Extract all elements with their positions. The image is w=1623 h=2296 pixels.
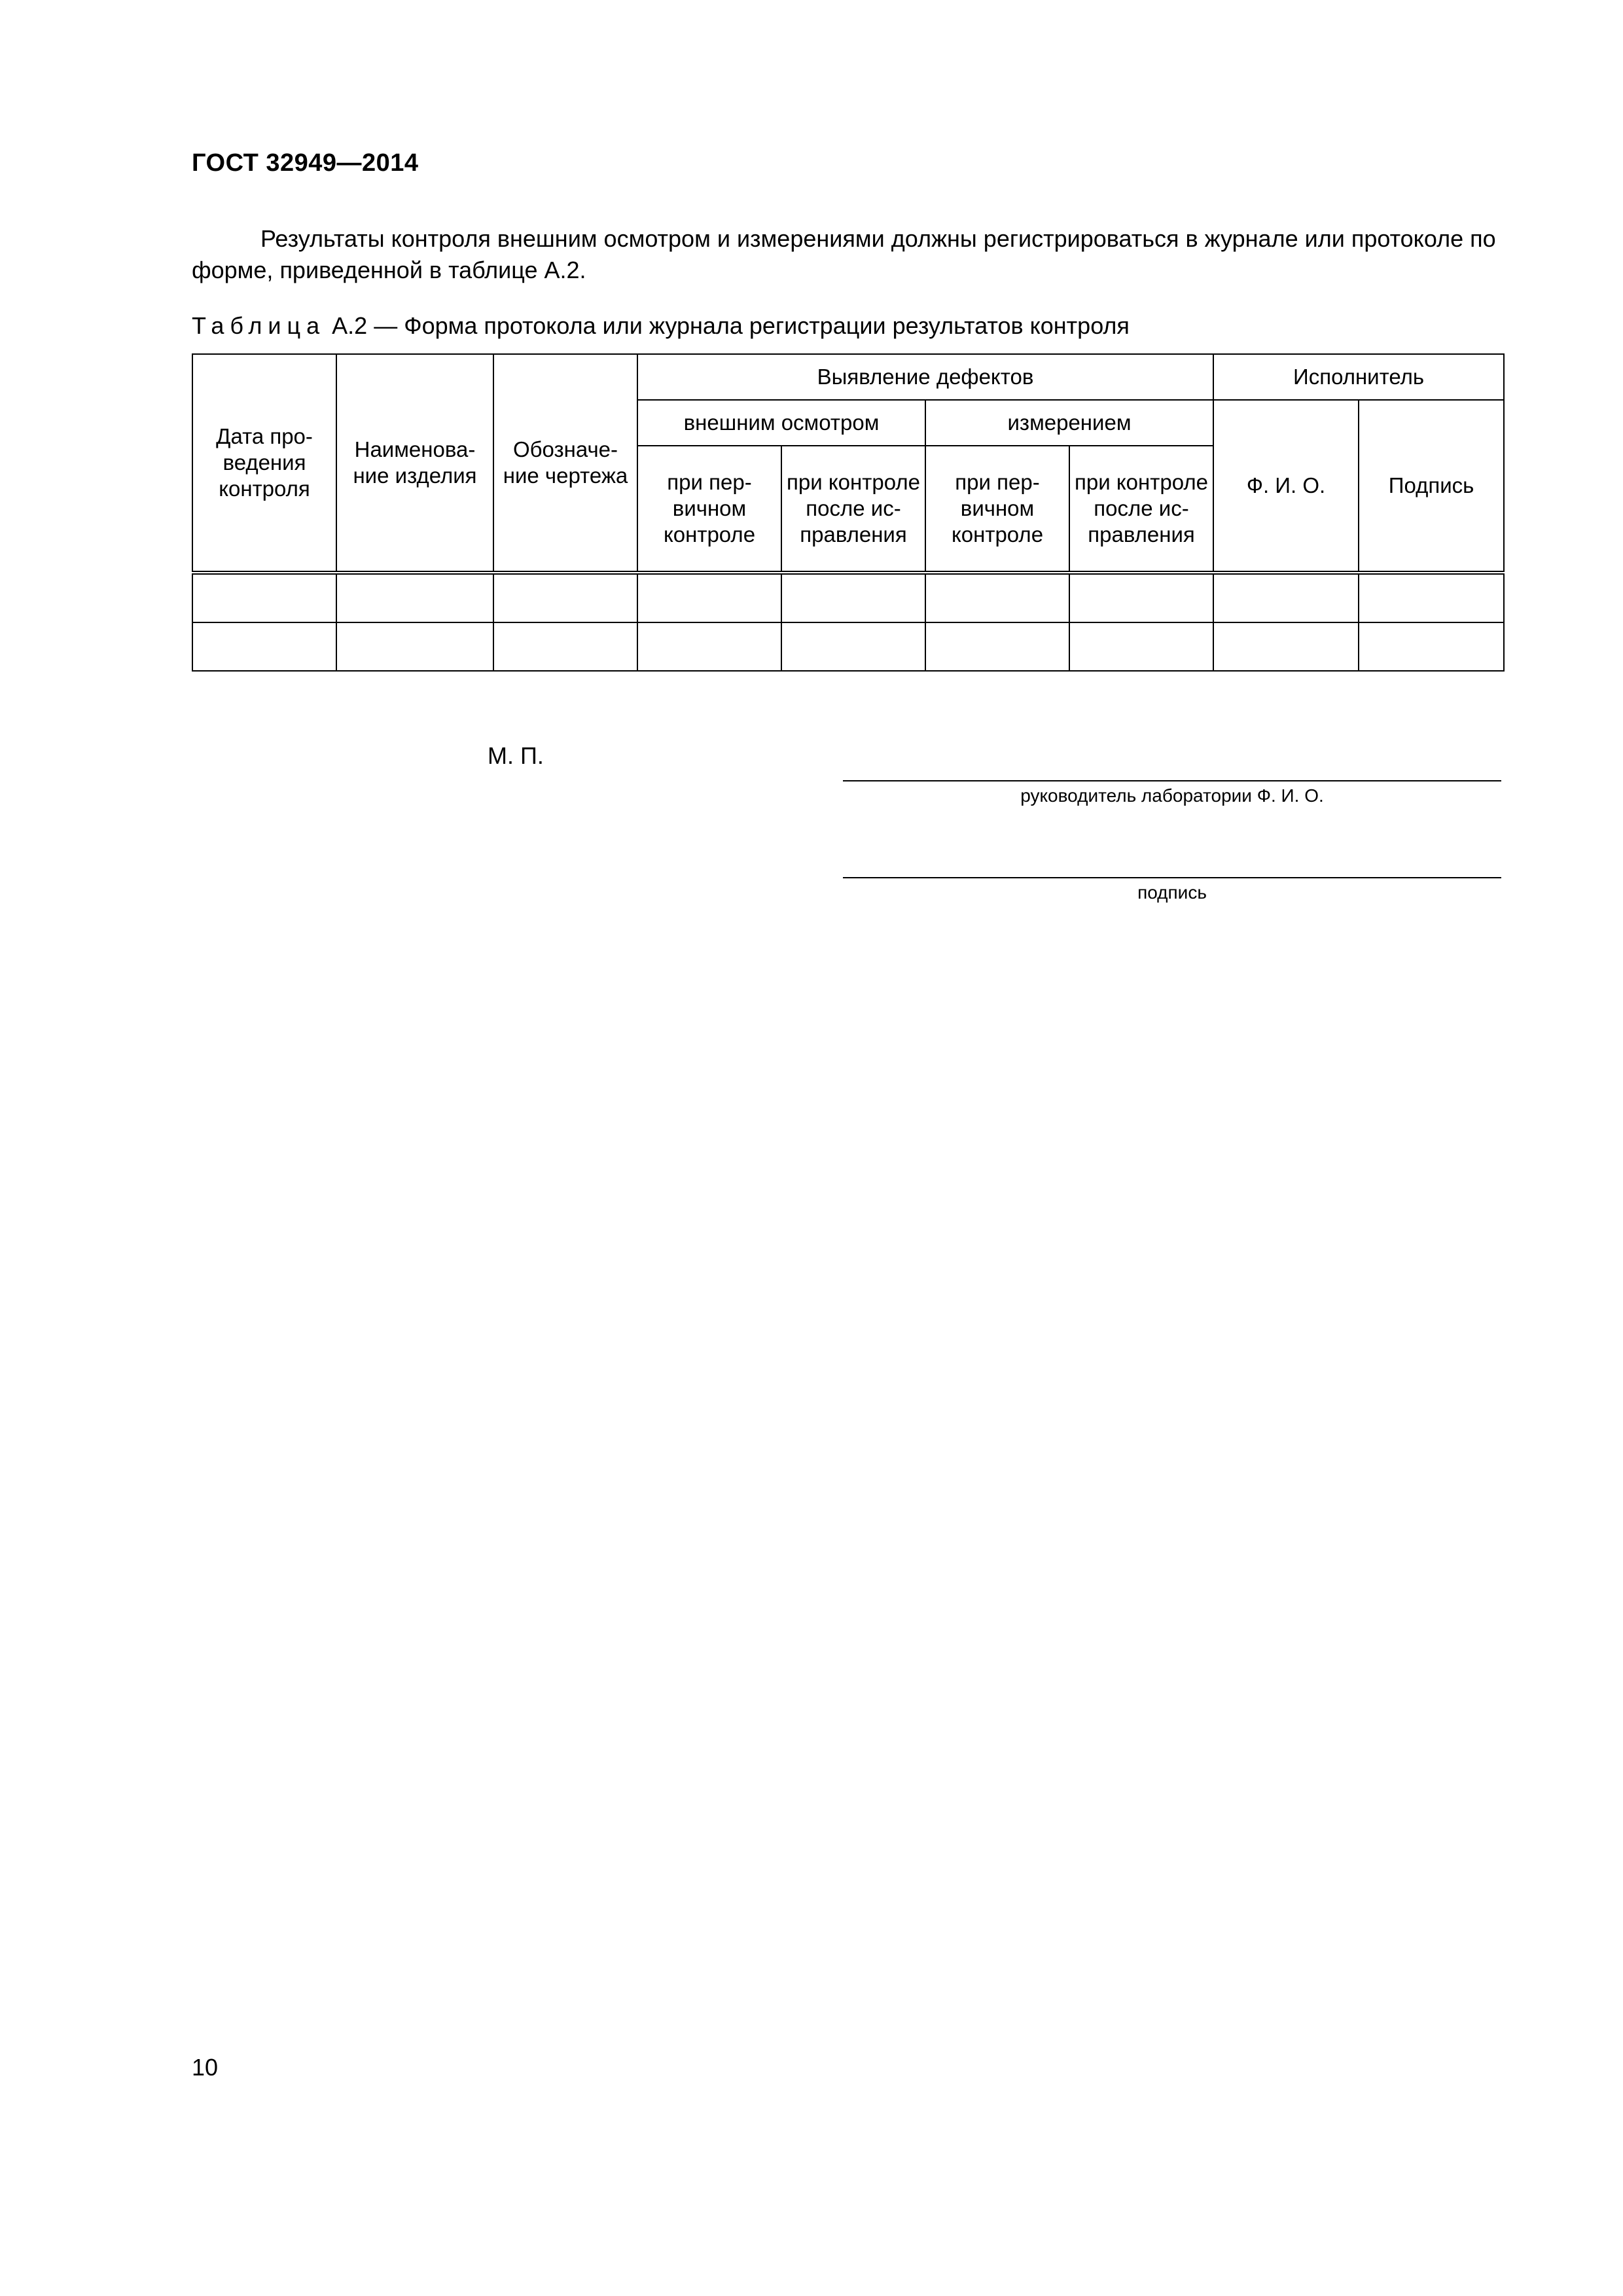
header-defects: Выявление дефектов: [637, 354, 1213, 400]
header-measurement: измерением: [925, 400, 1213, 446]
intro-paragraph: [192, 223, 1503, 286]
header-fio: Ф. И. О.: [1213, 400, 1359, 573]
table-cell: [1069, 622, 1213, 671]
header-measurement-after-fix: при контроле после ис- правления: [1069, 446, 1213, 573]
table-cell: [493, 573, 637, 622]
document-header: ГОСТ 32949—2014: [192, 149, 419, 177]
table-caption-text: А.2 — Форма протокола или журнала регистрации результатов контроля: [325, 312, 1130, 339]
table-cell: [781, 573, 925, 622]
table-cell: [336, 622, 493, 671]
header-date: Дата про- ведения контроля: [192, 354, 336, 573]
table-cell: [1213, 622, 1359, 671]
table-cell: [781, 622, 925, 671]
head-name-label: руководитель лаборатории Ф. И. О.: [1020, 785, 1324, 806]
header-visual-after-fix: при контроле после ис- правления: [781, 446, 925, 573]
page-number: 10: [192, 2054, 219, 2081]
table-row: [192, 622, 1504, 671]
stamp-mark: М. П.: [488, 742, 544, 769]
table-cell: [637, 573, 781, 622]
table-cell: [925, 622, 1069, 671]
head-signature-line: [843, 780, 1501, 781]
header-drawing: Обозначе- ние чертежа: [493, 354, 637, 573]
table-cell: [336, 573, 493, 622]
table-cell: [1359, 622, 1504, 671]
table-cell: [192, 622, 336, 671]
header-visual-primary: при пер- вичном контроле: [637, 446, 781, 573]
table-cell: [493, 622, 637, 671]
header-executor: Исполнитель: [1213, 354, 1504, 400]
table-cell: [192, 573, 336, 622]
signature-label: подпись: [1137, 882, 1207, 903]
signature-line: [843, 877, 1501, 878]
table-cell: [1359, 573, 1504, 622]
header-measurement-primary: при пер- вичном контроле: [925, 446, 1069, 573]
inspection-form-table: [192, 353, 1505, 672]
table-row: [192, 573, 1504, 622]
table-cell: [637, 622, 781, 671]
table-cell: [1213, 573, 1359, 622]
table-caption: [192, 310, 1130, 342]
table-cell: [1069, 573, 1213, 622]
table-caption-label: Таблица: [192, 312, 326, 339]
header-product: Наименова- ние изделия: [336, 354, 493, 573]
header-signature: Подпись: [1359, 400, 1504, 573]
header-visual: внешним осмотром: [637, 400, 925, 446]
table-cell: [925, 573, 1069, 622]
intro-text: Результаты контроля внешним осмотром и измерениями должны регистрироваться в журнале или протоколе по форме, приведенной в таблице А.2.: [192, 225, 1496, 283]
